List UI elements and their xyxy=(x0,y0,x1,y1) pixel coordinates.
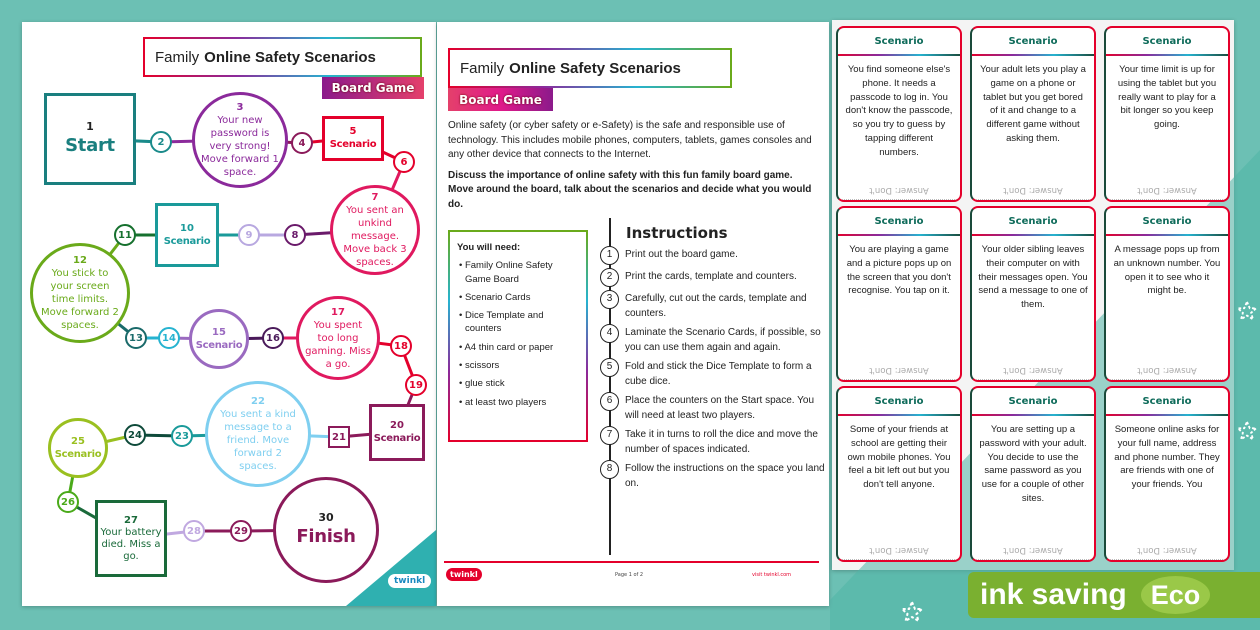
star-icon xyxy=(900,600,924,624)
board-space-19 xyxy=(405,374,427,396)
space-num: 11 xyxy=(118,229,132,241)
step-text: Print out the board game. xyxy=(625,249,738,260)
you-will-need-box xyxy=(448,230,588,442)
step-number: 3 xyxy=(600,290,619,309)
scenario-card[interactable] xyxy=(1104,386,1230,562)
title-light: Family xyxy=(460,59,505,77)
scenario-card[interactable] xyxy=(836,26,962,202)
card-answer: Answer: Don't xyxy=(838,362,960,380)
card-header: Scenario xyxy=(1106,388,1228,416)
board-space-2 xyxy=(150,131,172,153)
scenario-card[interactable] xyxy=(836,386,962,562)
board-subtitle: Board Game xyxy=(322,77,424,99)
space-lab: Scenario xyxy=(54,449,102,460)
card-text: You are setting up a password with your adult. You decide to use the same password as you use for a couple of other sites. xyxy=(979,424,1087,504)
twinkl-logo: twinkl xyxy=(388,574,431,588)
board-space-21 xyxy=(328,426,350,448)
title-bold: Online Safety Scenarios xyxy=(204,48,376,66)
space-num: 26 xyxy=(61,496,75,508)
card-text: Your adult lets you play a game on a phone or tablet but you get bored of it and change to a different game without asking them. xyxy=(980,64,1086,144)
space-num: 8 xyxy=(291,229,299,241)
board-space-5 xyxy=(322,116,384,161)
board-space-6 xyxy=(393,151,415,173)
need-list xyxy=(457,259,579,409)
card-text: Your older sibling leaves their computer on with their messages open. You send a message to one of them. xyxy=(978,244,1088,311)
scenario-card[interactable] xyxy=(970,206,1096,382)
space-lab: Start xyxy=(65,135,115,157)
card-text: Some of your friends at school are getting their own mobile phones. You feel a bit left out but you don't tell anyone. xyxy=(847,424,951,491)
space-num: 25 xyxy=(71,436,85,447)
space-lab: Scenario xyxy=(195,340,243,351)
space-num: 29 xyxy=(234,525,248,537)
step-number: 5 xyxy=(600,358,619,377)
board-space-24 xyxy=(124,424,146,446)
card-header: Scenario xyxy=(838,388,960,416)
space-num: 14 xyxy=(162,332,176,344)
instruction-step xyxy=(600,394,826,423)
card-answer: Answer: Don't xyxy=(972,542,1094,560)
board-space-22 xyxy=(205,381,311,487)
need-title: You will need: xyxy=(457,242,521,253)
instruction-step xyxy=(600,248,826,265)
card-header: Scenario xyxy=(1106,208,1228,236)
footer-link[interactable]: visit twinkl.com xyxy=(752,572,792,578)
guide-text xyxy=(448,119,820,218)
space-num: 20 xyxy=(390,420,404,431)
need-item: • Family Online Safety Game Board xyxy=(457,259,579,286)
card-text: Your time limit is up for using the tablet but you really want to play for a bit longer so you keep going. xyxy=(1117,64,1217,131)
space-num: 1 xyxy=(86,120,94,134)
instruction-step xyxy=(600,270,826,287)
card-text: You are playing a game and a picture pops up on the screen that you don't recognise. You tap on it. xyxy=(846,244,952,297)
card-answer: Answer: Don't xyxy=(972,182,1094,200)
board-space-18 xyxy=(390,335,412,357)
step-text: Carefully, cut out the cards, template and counters. xyxy=(625,293,807,319)
space-lab: Scenario xyxy=(163,236,211,247)
space-txt: You sent an unkind message. Move back 3 spaces. xyxy=(343,205,407,268)
space-num: 16 xyxy=(266,332,280,344)
board-space-17 xyxy=(296,296,380,380)
card-answer: Answer: Don't xyxy=(972,362,1094,380)
board-title xyxy=(143,37,422,77)
guide-subtitle: Board Game xyxy=(448,88,553,111)
step-text: Place the counters on the Start space. You will need at least two players. xyxy=(625,395,815,421)
space-num: 30 xyxy=(318,511,334,525)
board-space-10 xyxy=(155,203,219,267)
title-light: Family xyxy=(155,48,200,66)
board-space-20 xyxy=(369,404,425,461)
ink-saving-label: ink saving xyxy=(980,578,1127,611)
guide-title xyxy=(448,48,732,88)
footer-rule xyxy=(444,561,819,563)
board-space-12 xyxy=(30,243,130,343)
board-space-1 xyxy=(44,93,136,185)
space-num: 27 xyxy=(124,514,138,526)
space-num: 17 xyxy=(331,306,345,318)
board-space-3 xyxy=(192,92,288,188)
board-space-27 xyxy=(95,500,167,577)
card-header: Scenario xyxy=(1106,28,1228,56)
space-num: 28 xyxy=(187,525,201,537)
space-num: 6 xyxy=(400,156,408,168)
card-text: A message pops up from an unknown number. You open it to see who it might be. xyxy=(1113,244,1221,297)
card-header: Scenario xyxy=(972,388,1094,416)
need-item: • scissors xyxy=(457,359,579,372)
need-item: • Dice Template and counters xyxy=(457,309,579,336)
space-num: 23 xyxy=(175,430,189,442)
ink-saving-badge xyxy=(968,572,1260,618)
step-text: Laminate the Scenario Cards, if possible, so you can use them again and again. xyxy=(625,327,821,353)
space-num: 13 xyxy=(129,332,143,344)
card-text: You find someone else's phone. It needs a passcode to log in. You don't know the passcode, so you try to guess by tapping different numbers. xyxy=(845,64,953,158)
board-space-15 xyxy=(189,309,249,369)
board-space-9 xyxy=(238,224,260,246)
scenario-card[interactable] xyxy=(836,206,962,382)
need-item: • glue stick xyxy=(457,377,579,390)
scenario-card[interactable] xyxy=(1104,26,1230,202)
footer-logo: twinkl xyxy=(446,568,482,581)
discuss-text: Discuss the importance of online safety with this fun family board game. Move around the board, talk about the scenarios and decide what you would do. xyxy=(448,169,812,210)
board-space-25 xyxy=(48,418,108,478)
space-num: 9 xyxy=(245,229,253,241)
board-space-7 xyxy=(330,185,420,275)
space-num: 18 xyxy=(394,340,408,352)
card-answer: Answer: Don't xyxy=(1106,362,1228,380)
space-num: 15 xyxy=(212,327,226,338)
space-txt: You stick to your screen time limits. Move forward 2 spaces. xyxy=(41,268,119,331)
instruction-steps xyxy=(600,248,826,496)
space-num: 10 xyxy=(180,223,194,234)
board-space-16 xyxy=(262,327,284,349)
step-number: 7 xyxy=(600,426,619,445)
scenario-card[interactable] xyxy=(970,26,1096,202)
board-space-11 xyxy=(114,224,136,246)
step-text: Take it in turns to roll the dice and move the number of spaces indicated. xyxy=(625,429,818,455)
need-item: • Scenario Cards xyxy=(457,291,579,304)
board-space-28 xyxy=(183,520,205,542)
intro-text: Online safety (or cyber safety or e-Safety) is the safe and responsible use of technology. This includes mobile phones, computers, tablets, games consoles and any other device that connects to the Internet. xyxy=(448,120,812,160)
instruction-step xyxy=(600,428,826,457)
instruction-step xyxy=(600,360,826,389)
space-num: 2 xyxy=(157,136,165,148)
card-answer: Answer: Don't xyxy=(1106,182,1228,200)
space-txt: Your new password is very strong! Move forward 1 space. xyxy=(201,115,279,178)
board-space-23 xyxy=(171,425,193,447)
step-text: Follow the instructions on the space you land on. xyxy=(625,463,825,489)
board-space-4 xyxy=(291,132,313,154)
space-num: 7 xyxy=(371,192,379,203)
board-space-13 xyxy=(125,327,147,349)
need-item: • A4 thin card or paper xyxy=(457,341,579,354)
step-number: 8 xyxy=(600,460,619,479)
space-num: 21 xyxy=(332,431,346,443)
star-icon xyxy=(1236,300,1258,322)
card-answer: Answer: Don't xyxy=(838,182,960,200)
step-text: Print the cards, template and counters. xyxy=(625,271,797,282)
card-answer: Answer: Don't xyxy=(838,542,960,560)
step-number: 1 xyxy=(600,246,619,265)
card-header: Scenario xyxy=(972,208,1094,236)
space-lab: Scenario xyxy=(373,433,421,444)
instructions-title: Instructions xyxy=(626,224,728,242)
title-bold: Online Safety Scenarios xyxy=(509,59,681,77)
space-num: 12 xyxy=(73,255,87,266)
step-number: 4 xyxy=(600,324,619,343)
instruction-step xyxy=(600,292,826,321)
space-num: 22 xyxy=(251,396,265,407)
need-item: • at least two players xyxy=(457,396,579,409)
step-number: 6 xyxy=(600,392,619,411)
space-num: 5 xyxy=(349,126,357,137)
card-header: Scenario xyxy=(838,28,960,56)
space-lab: Finish xyxy=(296,526,356,548)
space-num: 3 xyxy=(236,102,244,113)
space-txt: You spent too long gaming. Miss a go. xyxy=(305,319,371,370)
star-icon xyxy=(1236,420,1258,442)
card-answer: Answer: Don't xyxy=(1106,542,1228,560)
step-text: Fold and stick the Dice Template to form a cube dice. xyxy=(625,361,812,387)
instruction-step xyxy=(600,462,826,491)
board-space-30 xyxy=(273,477,379,583)
space-lab: Scenario xyxy=(329,139,377,150)
eco-label: Eco xyxy=(1141,576,1211,614)
card-header: Scenario xyxy=(972,28,1094,56)
space-txt: You sent a kind message to a friend. Move forward 2 spaces. xyxy=(220,409,296,472)
board-space-26 xyxy=(57,491,79,513)
page-number: Page 1 of 2 xyxy=(615,572,644,578)
board-space-8 xyxy=(284,224,306,246)
space-txt: Your battery died. Miss a go. xyxy=(100,526,162,562)
scenario-card[interactable] xyxy=(970,386,1096,562)
space-num: 24 xyxy=(128,429,142,441)
card-text: Someone online asks for your full name, address and phone number. They are friends with one of your friends. You xyxy=(1114,424,1220,491)
board-space-29 xyxy=(230,520,252,542)
card-header: Scenario xyxy=(838,208,960,236)
step-number: 2 xyxy=(600,268,619,287)
scenario-card[interactable] xyxy=(1104,206,1230,382)
board-space-14 xyxy=(158,327,180,349)
space-num: 4 xyxy=(298,137,306,149)
instruction-step xyxy=(600,326,826,355)
space-num: 19 xyxy=(409,379,423,391)
